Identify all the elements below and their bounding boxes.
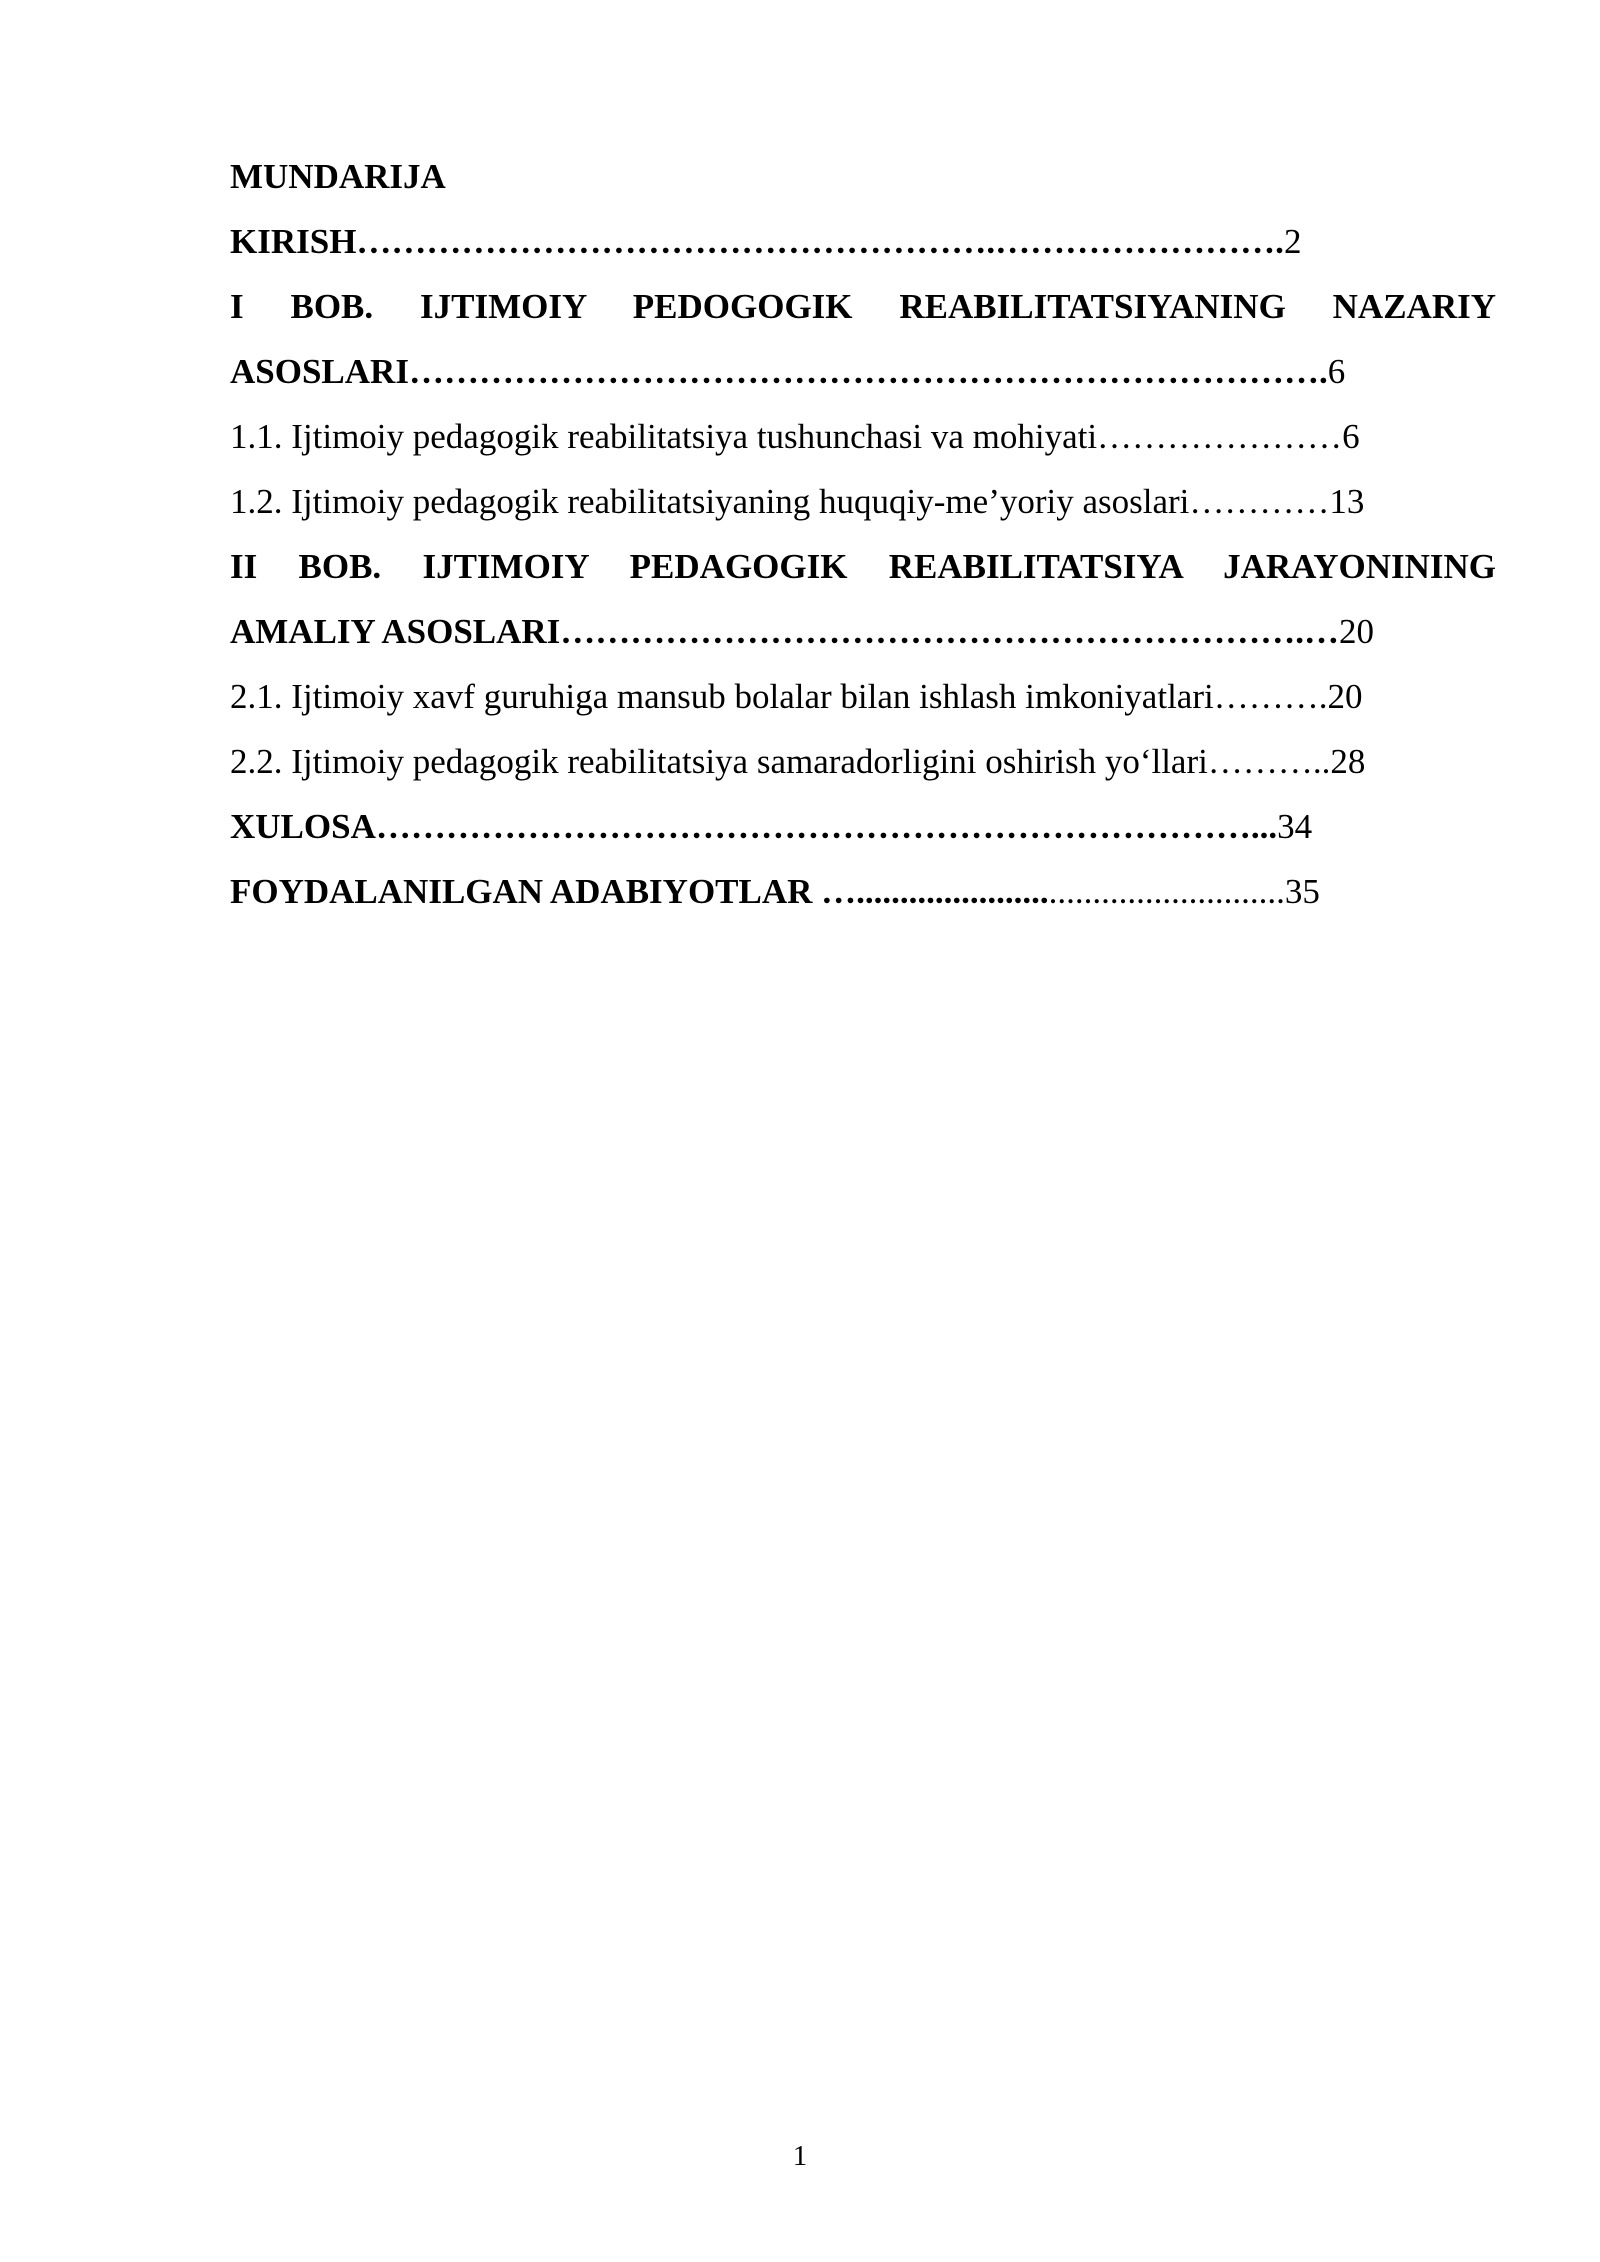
toc-entry-page: 20	[1327, 677, 1363, 716]
toc-entry-page: 28	[1330, 742, 1366, 781]
toc-entry-text: AMALIY ASOSLARI……………………………………………………….…	[230, 612, 1340, 651]
toc-entry-section-2-1	[230, 664, 1496, 729]
toc-entry-text: ASOSLARI…………………………………………………………………….	[230, 352, 1328, 391]
toc-entry-leader: ...........................	[1048, 872, 1285, 911]
toc-entry-text: 1.2. Ijtimoiy pedagogik reabilitatsiyaning huquqiy-me’yoriy asoslari…………	[230, 482, 1330, 521]
toc-entry-text: KIRISH……………………………………………….…………………….	[230, 222, 1284, 261]
toc-entry-section-1-1	[230, 404, 1496, 469]
toc-entry-page: 35	[1284, 872, 1320, 911]
toc-entry-text: XULOSA…………………………………………………………………...	[230, 807, 1278, 846]
toc-chapter-2-heading: II BOB. IJTIMOIY PEDAGOGIK REABILITATSIYA JARAYONINING	[230, 547, 1496, 586]
toc-entry-page: 2	[1283, 222, 1302, 261]
toc-entry-text: 1.1. Ijtimoiy pedagogik reabilitatsiya tushunchasi va mohiyati…………………	[230, 417, 1343, 456]
toc-entry-page: 6	[1342, 417, 1360, 456]
toc-entry-chapter-2-end	[230, 599, 1496, 664]
toc-entry-references	[230, 859, 1496, 924]
toc-chapter-1-heading: I BOB. IJTIMOIY PEDOGOGIK REABILITATSIYANING NAZARIY	[230, 287, 1496, 326]
toc-entry-conclusion	[230, 794, 1496, 859]
toc-entry-text: 2.1. Ijtimoiy xavf guruhiga mansub bolalar bilan ishlash imkoniyatlari……….	[230, 677, 1328, 716]
toc-title: MUNDARIJA	[230, 157, 446, 196]
toc-entry-chapter-1-end	[230, 339, 1496, 404]
toc-entry-page: 13	[1329, 482, 1365, 521]
toc-entry-page: 20	[1339, 612, 1375, 651]
toc-entry-text: 2.2. Ijtimoiy pedagogik reabilitatsiya samaradorligini oshirish yo‘llari………..	[230, 742, 1331, 781]
toc-entry-introduction	[230, 209, 1496, 274]
toc-entry-text: FOYDALANILGAN ADABIYOTLAR …......................	[230, 872, 1049, 911]
toc-entry-section-2-2	[230, 729, 1496, 794]
toc-entry-page: 6	[1327, 352, 1346, 391]
toc-entry-page: 34	[1277, 807, 1313, 846]
toc-entry-section-1-2	[230, 469, 1496, 534]
page-number: 1	[792, 2140, 808, 2172]
table-of-contents	[230, 144, 1496, 924]
